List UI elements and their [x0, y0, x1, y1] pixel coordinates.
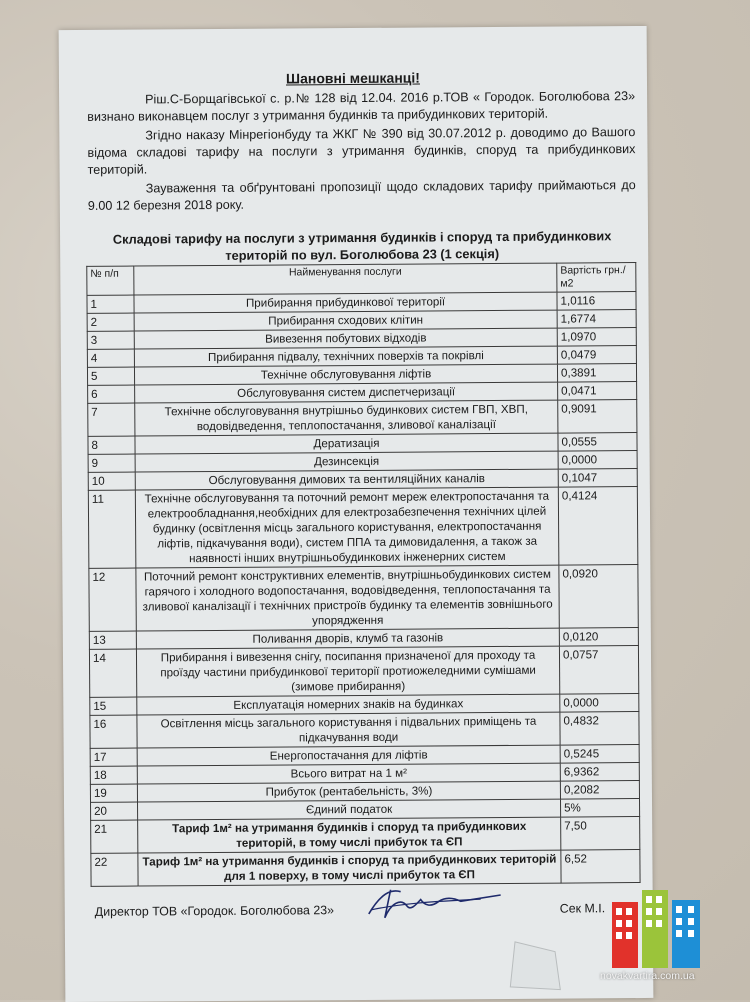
row-num: 17: [90, 748, 137, 766]
row-price: 0,0471: [558, 382, 637, 401]
row-num: 3: [87, 331, 134, 349]
row-name: Дератизація: [135, 433, 558, 454]
table-row: [89, 565, 638, 632]
row-price: 1,0116: [557, 292, 636, 311]
row-price: 0,0000: [560, 694, 639, 713]
row-price: 0,4124: [558, 487, 638, 566]
row-name: Технічне обслуговування внутрішньо будинкових систем ГВП, ХВП, водовідведення, теплопостачання, зливової каналізації: [135, 400, 558, 436]
row-name: Прибуток (рентабельність, 3%): [137, 781, 560, 802]
table-row: [91, 817, 640, 854]
table-row: [90, 712, 639, 749]
row-price: 1,0970: [557, 328, 636, 347]
intro-paragraph-2: Згідно наказу Мінрегіонбуду та ЖКГ № 390 від 30.07.2012 р. доводимо до Вашого відома складові тарифу на послуги з утримання будинків, споруд та прибудинкових територій.: [87, 125, 636, 177]
row-name: Тариф 1м² на утримання будинків і споруд та прибудинкових територій, в тому числі прибуток та ЄП: [138, 817, 561, 853]
table-row: [88, 400, 637, 437]
row-price: 0,0479: [557, 346, 636, 365]
row-num: 7: [88, 403, 135, 436]
row-num: 12: [89, 568, 136, 631]
row-num: 4: [87, 349, 134, 367]
row-price: 6,9362: [560, 763, 639, 782]
row-price: 6,52: [561, 850, 640, 884]
row-price: 0,4832: [560, 712, 639, 746]
row-name: Прибирання сходових клітин: [134, 310, 557, 331]
notice-sheet: [59, 26, 654, 1002]
row-price: 1,6774: [557, 310, 636, 329]
footer: [95, 901, 615, 919]
header-name: Найменування послуги: [134, 263, 557, 295]
table-row: [88, 487, 638, 569]
row-num: 1: [87, 295, 134, 313]
row-name: Прибирання прибудинкової території: [134, 292, 557, 313]
row-price: 0,5245: [560, 745, 639, 764]
row-num: 10: [88, 472, 135, 490]
row-num: 9: [88, 454, 135, 472]
row-name: Прибирання і вивезення снігу, посипання призначеної для проходу та проїзду частини прибудинкової території протиожеледними сумішами (зимове прибирання): [136, 646, 559, 697]
row-name: Поливання дворів, клумб та газонів: [136, 628, 559, 649]
row-num: 11: [88, 490, 136, 568]
row-name: Прибирання підвалу, технічних поверхів та покрівлі: [134, 346, 557, 367]
row-name: Єдиний податок: [138, 799, 561, 820]
row-price: 7,50: [561, 817, 640, 851]
row-num: 21: [91, 820, 138, 853]
director-line: Директор ТОВ «Городок. Боголюбова 23»: [94, 903, 335, 919]
signature-icon: [361, 883, 511, 924]
intro-paragraph-1: Ріш.С-Борщагівської с. р.№ 128 від 12.04. 2016 р.ТОВ « Городок. Боголюбова 23» визнано виконавцем послуг з утримання будинків та прибудинкових територій.: [87, 89, 636, 124]
row-name: Обслуговування димових та вентиляційних каналів: [135, 469, 558, 490]
row-name: Технічне обслуговування та поточний ремонт мереж електропостачання та електрообладнання,необхідних для електрозабезпечення технічних цілей будинку (освітлення місць загального користування, електропостачання ліфтів, підкачування води), систем ППА та димовидалення, а також за наявності інших внутрішньобудинкових інженерних систем: [135, 487, 559, 568]
row-name: Експлуатація номерних знаків на будинках: [137, 694, 560, 715]
table-body: [87, 292, 640, 887]
row-num: 18: [90, 766, 137, 784]
row-num: 19: [90, 784, 137, 802]
row-name: Дезинсекція: [135, 451, 558, 472]
intro-text: [87, 88, 636, 217]
row-price: 0,0000: [558, 451, 637, 470]
row-name: Технічне обслуговування ліфтів: [134, 364, 557, 385]
header-num: № п/п: [87, 266, 134, 295]
table-row: [91, 850, 640, 887]
row-num: 2: [87, 313, 134, 331]
tape-icon: [505, 932, 565, 992]
row-num: 15: [90, 697, 137, 715]
row-name: Поточний ремонт конструктивних елементів, внутрішньобудинкових систем гарячого і холодного водопостачання, водовідведення, теплопостачання та зливової каналізації і технічних пристроїв будинку та елементів зовнішнього упорядження: [136, 565, 559, 631]
row-num: 6: [88, 385, 135, 403]
tariff-table: [86, 262, 640, 887]
row-num: 5: [87, 367, 134, 385]
table-title: Складові тарифу на послуги з утримання будинків і споруд та прибудинкових територій по вул. Боголюбова 23 (1 секція): [112, 228, 612, 263]
row-price: 0,0120: [559, 628, 638, 647]
header-price: Вартість грн./м2: [557, 263, 636, 293]
row-name: Обслуговування систем диспетчеризації: [135, 382, 558, 403]
row-price: 0,9091: [558, 400, 637, 434]
row-num: 8: [88, 436, 135, 454]
intro-paragraph-3: Зауваження та обґрунтовані пропозиції щодо складових тарифу приймаються до 9.00 12 березня 2018 року.: [87, 178, 636, 213]
row-price: 0,1047: [558, 469, 637, 488]
row-price: 0,2082: [560, 781, 639, 800]
row-price: 0,0920: [559, 565, 638, 629]
signer-name: Сек М.І.: [559, 901, 606, 916]
row-price: 0,0555: [558, 433, 637, 452]
row-num: 16: [90, 715, 137, 748]
row-price: 0,0757: [559, 646, 638, 695]
row-name: Освітлення місць загального користування і підвальних приміщень та підкачування води: [137, 712, 560, 748]
table-header-row: [87, 263, 636, 296]
row-num: 14: [89, 649, 136, 697]
row-name: Всього витрат на 1 м²: [137, 763, 560, 784]
row-name: Енергопостачання для ліфтів: [137, 745, 560, 766]
row-name: Вивезення побутових відходів: [134, 328, 557, 349]
row-name: Тариф 1м² на утримання будинків і споруд та прибудинкових територій для 1 поверху, в тому числі прибуток та ЄП: [138, 850, 561, 886]
row-num: 20: [91, 802, 138, 820]
row-num: 13: [89, 631, 136, 649]
row-price: 5%: [560, 799, 639, 818]
row-price: 0,3891: [557, 364, 636, 383]
table-row: [89, 646, 638, 698]
watermark-text: novakvartira.com.ua: [600, 970, 695, 982]
building-logo-icon: [612, 888, 702, 968]
row-num: 22: [91, 853, 138, 886]
page-title: Шановні мешканці!: [285, 69, 420, 87]
